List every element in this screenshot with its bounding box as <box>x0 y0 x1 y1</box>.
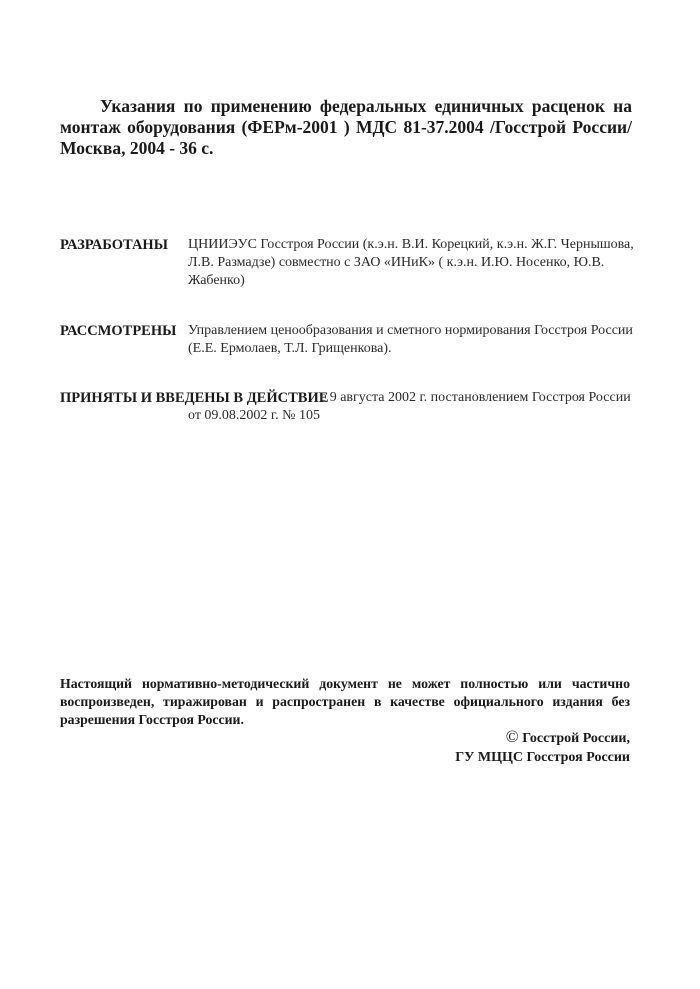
copyright-line-1 <box>455 727 630 748</box>
credit-text-reviewed: Управлением ценообразования и сметного нормирования Госстроя России (Е.Е. Ермолаев, Т.Л. Грищенкова). <box>188 323 633 356</box>
copyright-notice: Настоящий нормативно-методический документ не может полностью или частично воспроизведен, тиражирован и распространен в качестве официального издания без разрешения Госстроя России. <box>60 676 630 727</box>
credit-label-reviewed: РАССМОТРЕНЫ <box>60 323 177 339</box>
credit-label-adopted: ПРИНЯТЫ И ВВЕДЕНЫ В ДЕЙСТВИЕ <box>60 390 329 406</box>
credit-text-developed: ЦНИИЭУС Госстроя России (к.э.н. В.И. Корецкий, к.э.н. Ж.Г. Чернышова, Л.В. Размадзе) совместно с ЗАО «ИНиК» ( к.э.н. И.Ю. Носенко, Ю.В. Жабенко) <box>188 237 634 288</box>
credit-text-adopted: с 9 августа 2002 г. постановлением Госстроя России от 09.08.2002 г. № 105 <box>188 390 631 423</box>
copyright-holder-2: ГУ МЦЦС Госстроя России <box>455 750 630 765</box>
document-title: Указания по применению федеральных единичных расценок на монтаж оборудования (ФЕРм-2001 ) МДС 81-37.2004 /Госстрой России/ Москва, 2004 - 36 с. <box>60 96 632 158</box>
copyright-block <box>455 727 630 767</box>
copyright-holder-1: Госстрой России, <box>522 731 630 746</box>
copyright-symbol: © <box>505 727 519 746</box>
credit-label-developed: РАЗРАБОТАНЫ <box>60 237 168 253</box>
